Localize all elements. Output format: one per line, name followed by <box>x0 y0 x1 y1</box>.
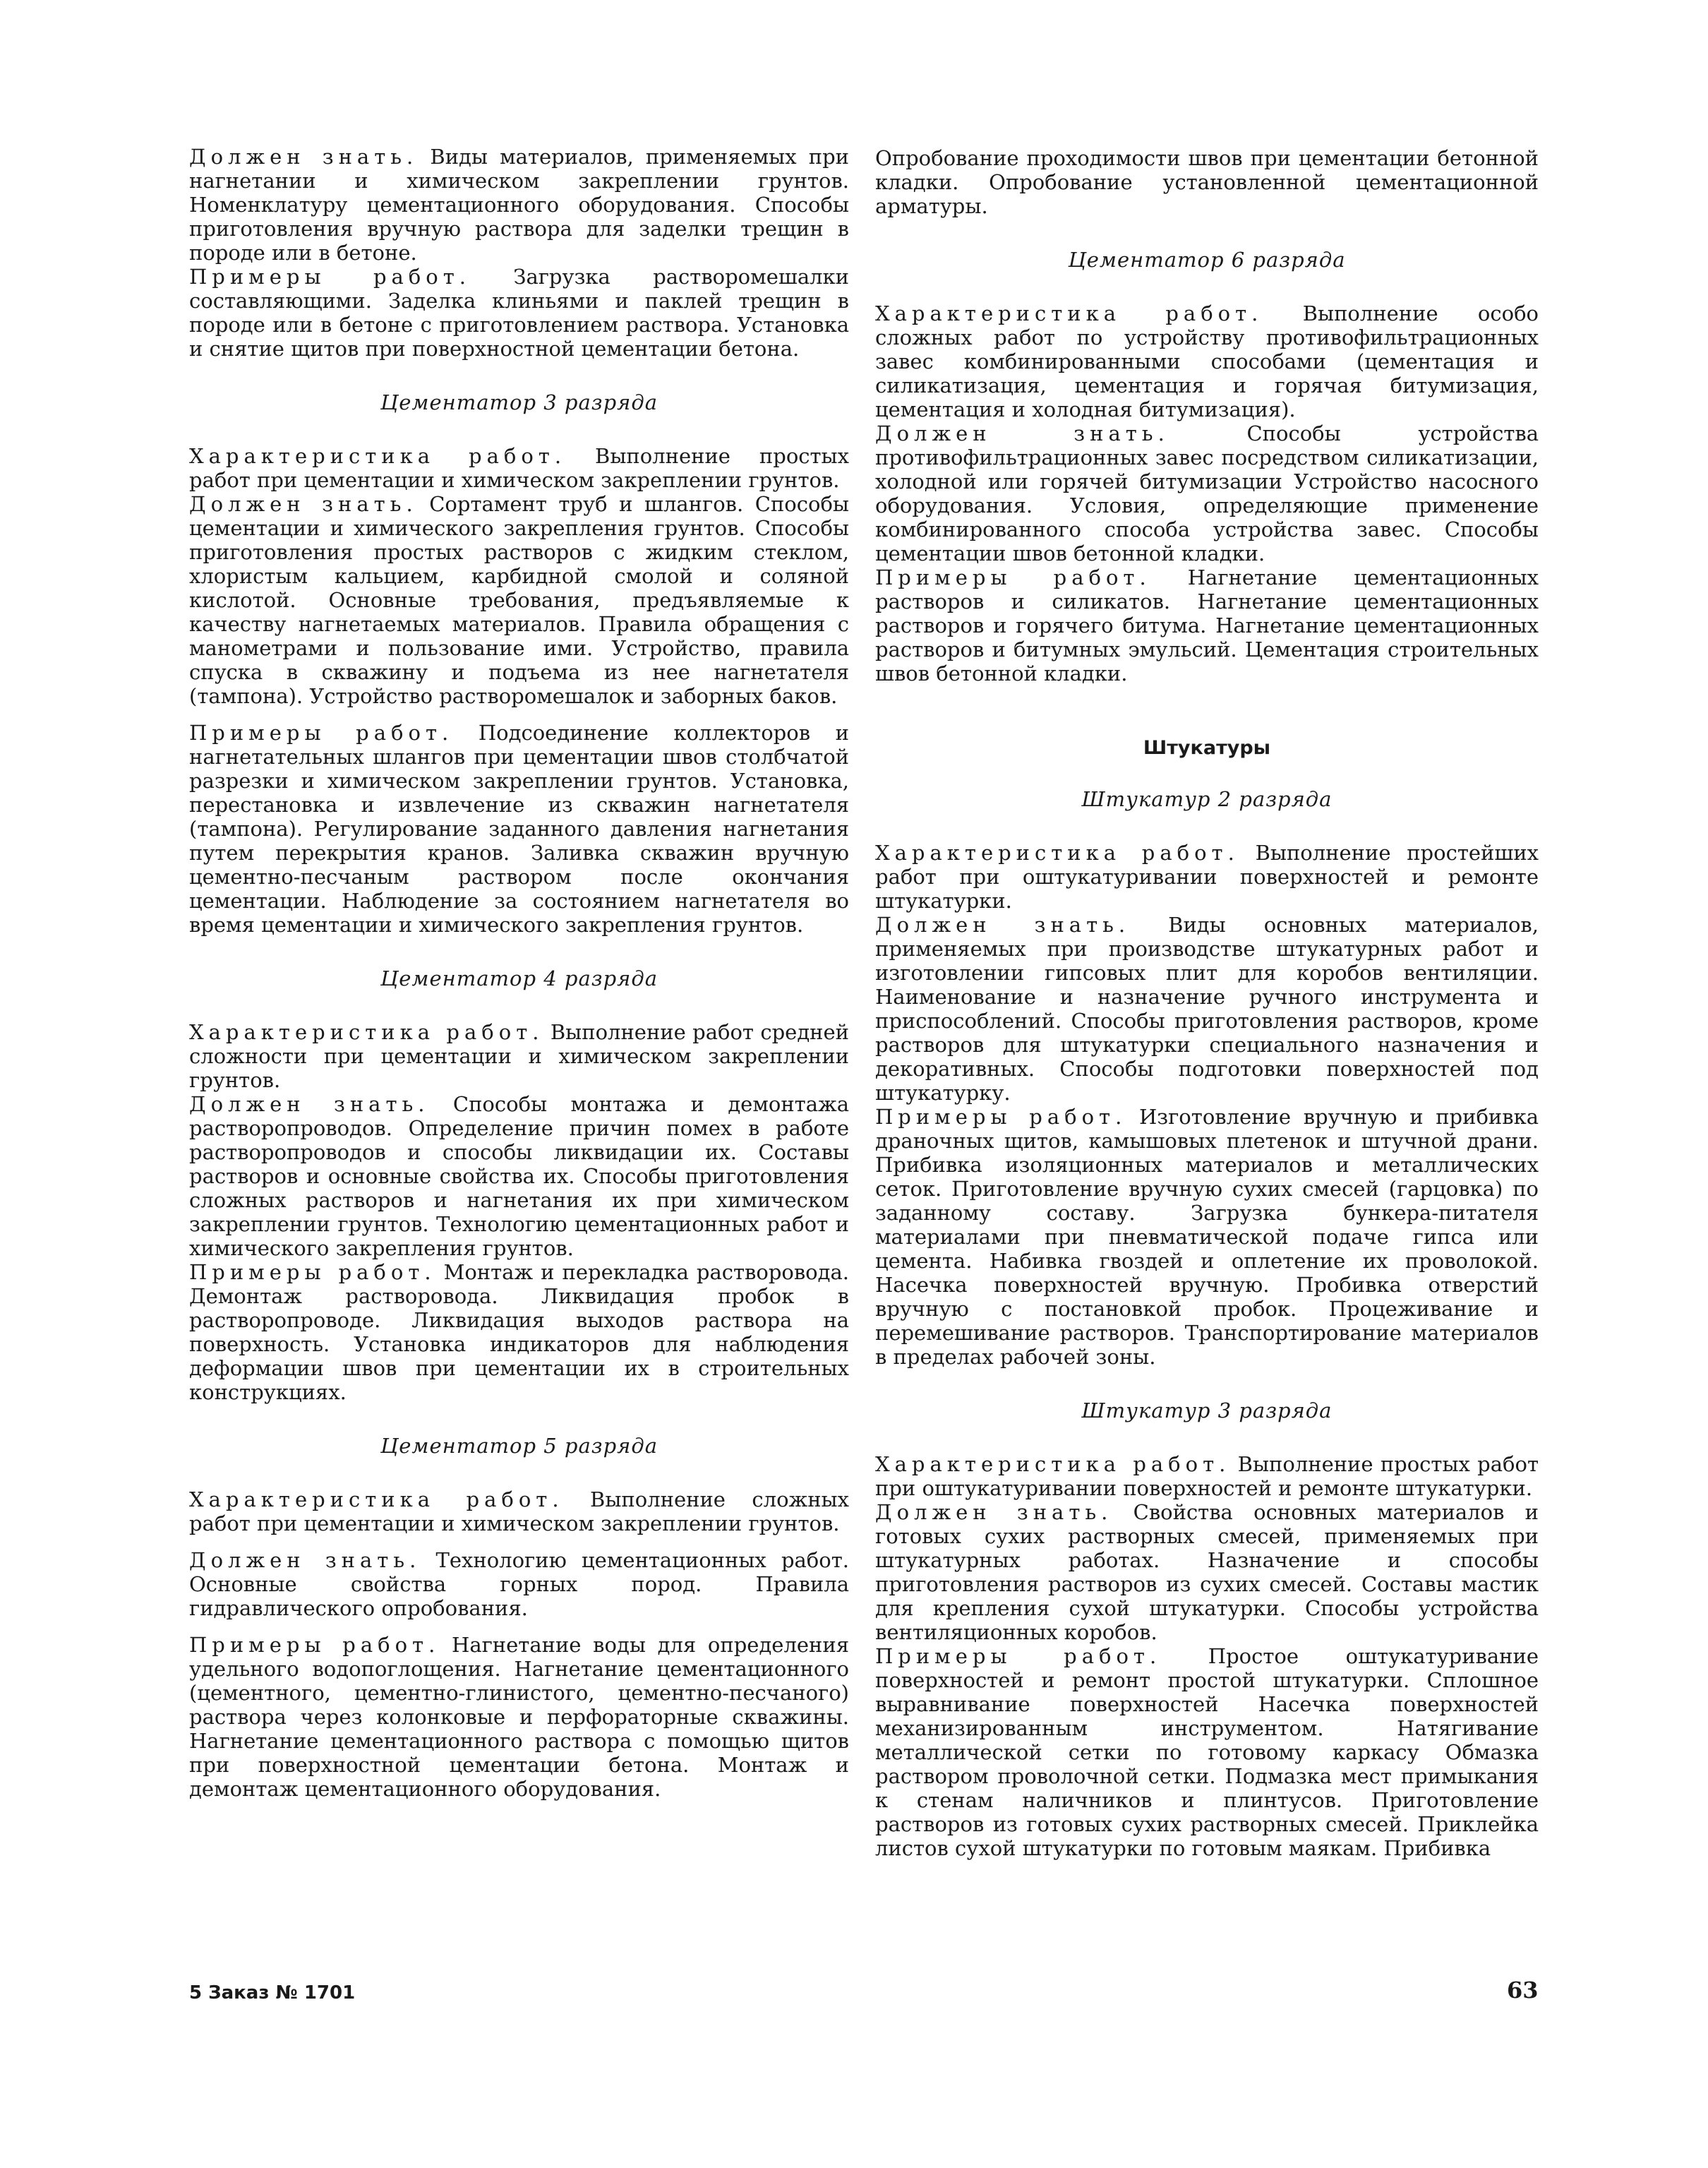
paragraph-lead: Характеристика работ. <box>189 1487 564 1511</box>
paragraph <box>875 1644 1539 1860</box>
subheading-cementer-4: Цементатор 4 разряда <box>380 966 658 990</box>
paragraph-lead: Должен знать. <box>875 1500 1113 1524</box>
paragraph-lead: Характеристика работ. <box>189 444 567 468</box>
paragraph <box>875 1452 1539 1500</box>
paragraph <box>189 721 849 937</box>
paragraph <box>189 1260 849 1404</box>
paragraph-lead: Примеры работ. <box>875 1644 1162 1668</box>
paragraph-text: Нагнетание цементационных растворов и силикатов. Нагнетание цементационных растворов и горячего битума. Нагнетание цементационных растворов и битумных эмульсий. Цементация строительных швов бетонной кладки. <box>875 565 1539 685</box>
paragraph <box>189 1092 849 1260</box>
paragraph-text: Изготовление вручную и прибивка драночных щитов, камышовых плетенок и штучной драни. Прибивка изоляционных материалов и металлических сеток. Приготовление вручную сухих смесей (гарцовка) по заданному составу. Загрузка бункера-питателя материалами при пневматической подаче гипса или цемента. Набивка гвоздей и оплетение их проволокой. Насечка поверхностей вручную. Пробивка отверстий вручную с постановкой пробок. Процеживание и перемешивание растворов. Транспортирование материалов в пределах рабочей зоны. <box>875 1105 1539 1369</box>
paragraph-text: Свойства основных материалов и готовых сухих растворных смесей, применяемых при штукатурных работах. Назначение и способы приготовления растворов из сухих смесей. Составы мастик для крепления сухой штукатурки. Способы устройства вентиляционных коробов. <box>875 1500 1539 1644</box>
paragraph-lead: Примеры работ. <box>189 1633 440 1657</box>
subheading-cementer-6: Цементатор 6 разряда <box>1068 248 1346 272</box>
right-column <box>875 146 1539 1860</box>
paragraph-text: Подсоединение коллекторов и нагнетательных шлангов при цементации швов столбчатой разрезки и химическом закреплении грунтов. Установка, перестановка и извлечение из скважин нагнетателя (тампона). Регулирование заданного давления нагнетания путем перекрытия кранов. Заливка скважин вручную цементно-песчаным раствором после окончания цементации. Наблюдение за состоянием нагнетателя во время цементации и химического закрепления грунтов. <box>189 721 849 937</box>
paragraph-text: Выполнение простейших работ при оштукатуривании поверхностей и ремонте штукатурки. <box>875 841 1539 913</box>
footer-print-order: 5 Заказ № 1701 <box>189 1982 356 2004</box>
paragraph-text: Загрузка растворомешалки составляющими. Заделка клиньями и паклей трещин в породе или в бетоне с приготовлением раствора. Установка и снятие щитов при поверхностной цементации бетона. <box>189 265 849 361</box>
page-number: 63 <box>1507 1977 1539 2004</box>
paragraph-text: Выполнение простых работ при цементации и химическом закреплении грунтов. <box>189 444 849 492</box>
paragraph <box>189 1633 849 1801</box>
paragraph-lead: Характеристика работ. <box>875 301 1263 325</box>
subheading-plasterer-2: Штукатур 2 разряда <box>1081 787 1333 811</box>
paragraph: Опробование проходимости швов при цементации бетонной кладки. Опробование установленной цементационной арматуры. <box>875 146 1539 218</box>
paragraph <box>189 145 849 265</box>
paragraph <box>875 1500 1539 1644</box>
subheading-cementer-5: Цементатор 5 разряда <box>380 1434 658 1458</box>
paragraph-lead: Характеристика работ. <box>875 841 1239 865</box>
paragraph <box>189 1020 849 1092</box>
paragraph <box>875 841 1539 913</box>
paragraph <box>875 301 1539 421</box>
paragraph <box>875 913 1539 1105</box>
paragraph-lead: Характеристика работ. <box>875 1452 1231 1476</box>
paragraph-lead: Должен знать. <box>189 492 418 516</box>
subheading-cementer-3: Цементатор 3 разряда <box>380 390 658 414</box>
paragraph-lead: Примеры работ. <box>875 1105 1127 1129</box>
paragraph <box>875 565 1539 685</box>
paragraph-text: Выполнение работ средней сложности при цементации и химическом закреплении грунтов. <box>189 1020 849 1092</box>
paragraph <box>875 1105 1539 1369</box>
paragraph <box>189 492 849 708</box>
paragraph-text: Монтаж и перекладка растворовода. Демонтаж растворовода. Ликвидация пробок в растворопроводе. Ликвидация выходов раствора на поверхность. Установка индикаторов для наблюдения деформации швов при цементации их в строительных конструкциях. <box>189 1260 849 1404</box>
paragraph <box>875 421 1539 565</box>
paragraph-text: Виды основных материалов, применяемых при производстве штукатурных работ и изготовлении гипсовых плит для коробов вентиляции. Наименование и назначение ручного инструмента и приспособлений. Способы приготовления растворов, кроме растворов для штукатурки специального назначения и декоративных. Способы подготовки поверхностей под штукатурку. <box>875 913 1539 1105</box>
paragraph-text: Технологию цементационных работ. Основные свойства горных пород. Правила гидравлического опробования. <box>189 1548 849 1620</box>
paragraph-text: Нагнетание воды для определения удельного водопоглощения. Нагнетание цементационного (цементного, цементно-глинистого, цементно-песчаного) раствора через колонковые и перфораторные скважины. Нагнетание цементационного раствора с помощью щитов при поверхностной цементации бетона. Монтаж и демонтаж цементационного оборудования. <box>189 1633 849 1801</box>
paragraph-lead: Должен знать. <box>189 1092 430 1116</box>
paragraph-lead: Должен знать. <box>875 421 1169 445</box>
paragraph-text: Выполнение сложных работ при цементации и химическом закреплении грунтов. <box>189 1487 849 1535</box>
paragraph-lead: Должен знать. <box>189 145 419 169</box>
paragraph-lead: Должен знать. <box>875 913 1131 937</box>
paragraph <box>189 265 849 361</box>
paragraph-lead: Характеристика работ. <box>189 1020 544 1044</box>
paragraph-lead: Примеры работ. <box>189 721 454 745</box>
subheading-plasterer-3: Штукатур 3 разряда <box>1081 1399 1333 1423</box>
paragraph-text: Сортамент труб и шлангов. Способы цементации и химического закрепления грунтов. Способы приготовления простых растворов с жидким стеклом, хлористым кальцием, карбидной смолой и соляной кислотой. Основные требования, предъявляемые к качеству нагнетаемых материалов. Правила обращения с манометрами и пользование ими. Устройство, правила спуска в скважину и подъема из нее нагнетателя (тампона). Устройство растворомешалок и заборных баков. <box>189 492 849 708</box>
paragraph-text: Способы монтажа и демонтажа растворопроводов. Определение причин помех в работе растворопроводов и способы ликвидации их. Составы растворов и основные свойства их. Способы приготовления сложных растворов и нагнетания их при химическом закреплении грунтов. Технологию цементационных работ и химического закрепления грунтов. <box>189 1092 849 1260</box>
section-heading-plasterers: Штукатуры <box>1143 737 1271 759</box>
paragraph-text: Выполнение простых работ при оштукатуривании поверхностей и ремонте штукатурки. <box>875 1452 1539 1500</box>
left-column <box>189 145 849 1801</box>
paragraph-text: Способы устройства противофильтрационных завес посредством силикатизации, холодной или горячей битумизации Устройство насосного оборудования. Условия, определяющие применение комбинированного способа устройства завес. Способы цементации швов бетонной кладки. <box>875 421 1539 565</box>
paragraph-text: Простое оштукатуривание поверхностей и ремонт простой штукатурки. Сплошное выравнивание поверхностей Насечка поверхностей механизированным инструментом. Натягивание металлической сетки по готовому каркасу Обмазка раствором проволочной сетки. Подмазка мест примыкания к стенам наличников и плинтусов. Приготовление растворов из готовых сухих растворных смесей. Приклейка листов сухой штукатурки по готовым маякам. Прибивка <box>875 1644 1539 1860</box>
paragraph <box>189 444 849 492</box>
paragraph-text: Выполнение особо сложных работ по устройству противофильтрационных завес комбинированными способами (цементация и силикатизация, цементация и горячая битумизация, цементация и холодная битумизация). <box>875 301 1539 421</box>
paragraph-lead: Примеры работ. <box>189 1260 436 1284</box>
paragraph <box>189 1548 849 1620</box>
paragraph-lead: Примеры работ. <box>875 565 1151 589</box>
paragraph-text: Виды материалов, применяемых при нагнетании и химическом закреплении грунтов. Номенклатуру цементационного оборудования. Способы приготовления вручную раствора для заделки трещин в породе или в бетоне. <box>189 145 849 265</box>
paragraph-lead: Должен знать. <box>189 1548 421 1572</box>
paragraph <box>189 1487 849 1535</box>
paragraph-lead: Примеры работ. <box>189 265 471 289</box>
